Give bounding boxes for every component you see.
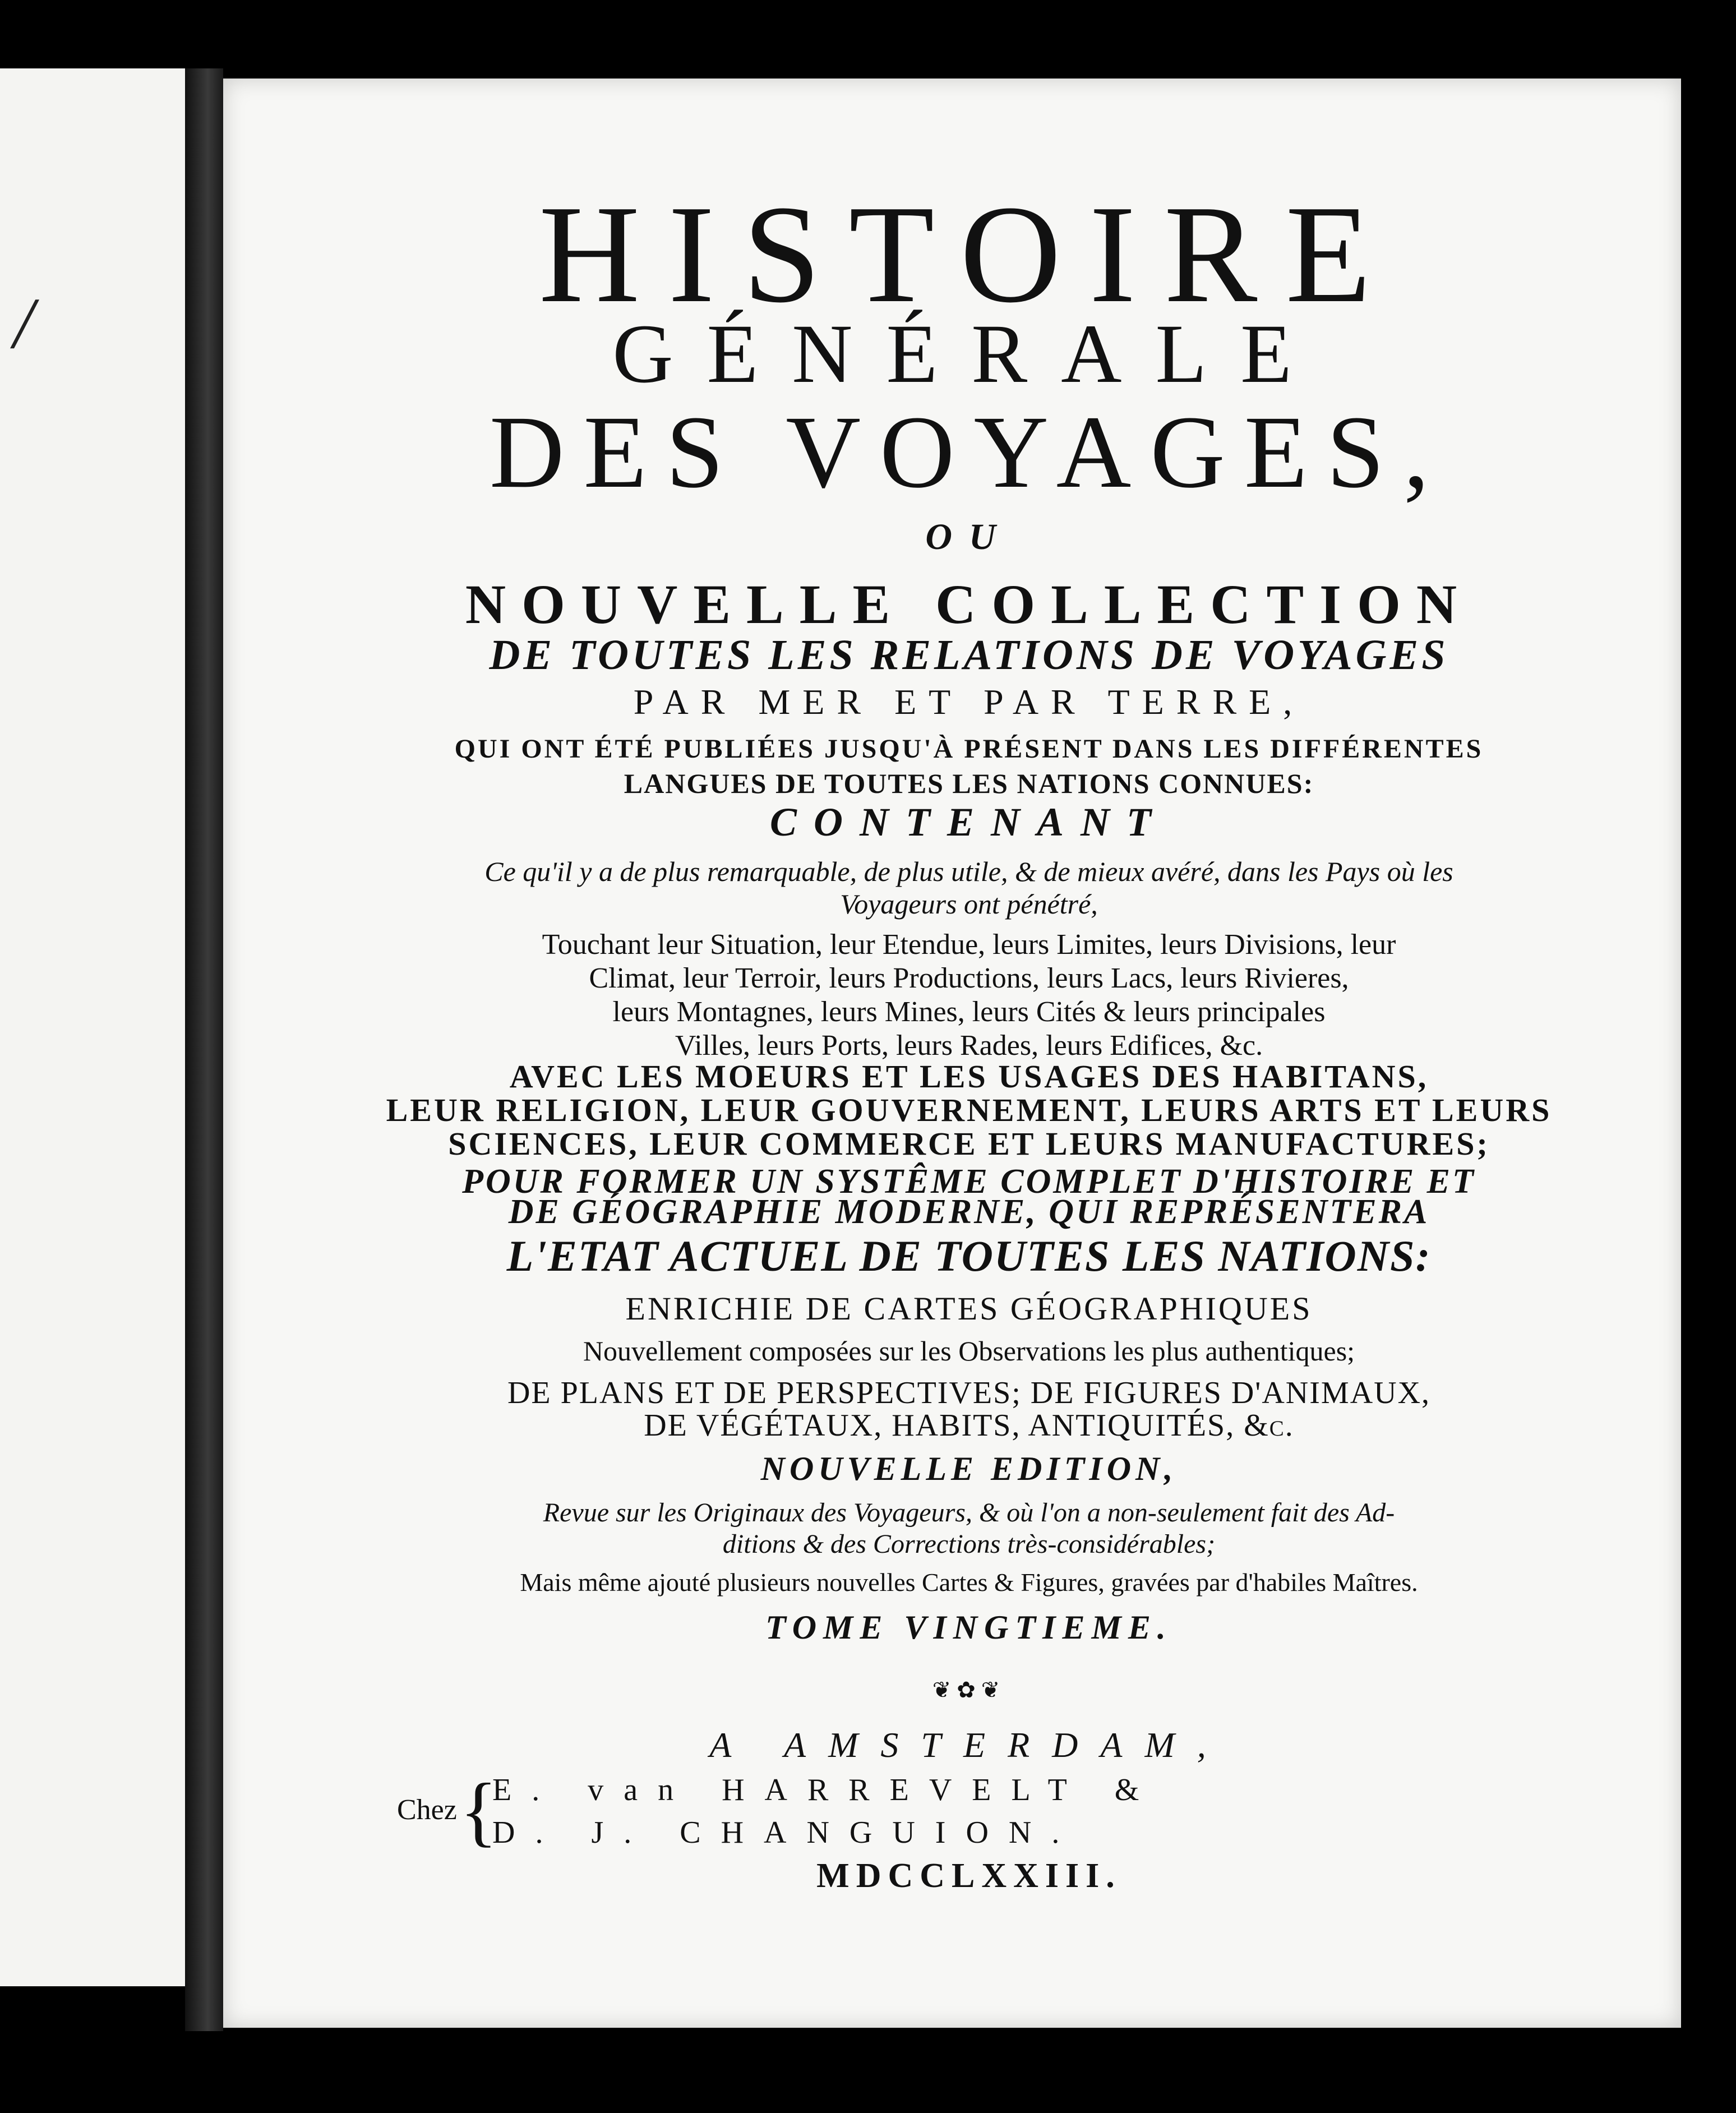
paragraph-touchant-line-2: Climat, leur Terroir, leurs Productions, leurs Lacs, leurs Rivieres, [589, 962, 1349, 994]
title-par-mer: PAR MER ET PAR TERRE, [633, 682, 1305, 722]
title-nouvelle-collection: NOUVELLE COLLECTION [465, 573, 1473, 635]
title-langues: LANGUES DE TOUTES LES NATIONS CONNUES: [624, 768, 1314, 799]
paragraph-enrichie: ENRICHIE DE CARTES GÉOGRAPHIQUES [625, 1290, 1313, 1327]
imprint-publishers [397, 1768, 1631, 1854]
ornament-icon: ❦✿❦ [932, 1677, 1006, 1703]
paragraph-moeurs-line-2: LEUR RELIGION, LEUR GOUVERNEMENT, LEURS ARTS ET LEURS [386, 1092, 1552, 1128]
title-generale: GÉNÉRALE [612, 307, 1326, 400]
title-contenant: CONTENANT [769, 800, 1168, 845]
paragraph-revue-line-2: ditions & des Corrections très-considérables; [722, 1529, 1216, 1559]
paragraph-moeurs-line-1: AVEC LES MOEURS ET LES USAGES DES HABITANS, [509, 1058, 1429, 1095]
paragraph-systeme-line-1: POUR FORMER UN SYSTÊME COMPLET D'HISTOIRE ET [462, 1162, 1476, 1201]
left-page [0, 68, 188, 1986]
paragraph-moeurs-line-3: SCIENCES, LEUR COMMERCE ET LEURS MANUFACTURES; [448, 1125, 1490, 1162]
publisher-changuion: D. J. CHANGUION. [492, 1815, 1080, 1850]
brace-icon: { [460, 1768, 498, 1854]
paragraph-moeurs [296, 1060, 1642, 1161]
printer-ornament [296, 1677, 1642, 1703]
imprint-chez: Chez [397, 1794, 457, 1826]
title-page [223, 79, 1681, 2028]
paragraph-remarquable-line-1: Ce qu'il y a de plus remarquable, de plus utile, & de mieux avéré, dans les Pays où les [484, 856, 1453, 887]
title-relations: DE TOUTES LES RELATIONS DE VOYAGES [489, 631, 1449, 679]
paragraph-systeme-line-2: DE GÉOGRAPHIE MODERNE, QUI REPRÉSENTERA [508, 1193, 1430, 1231]
paragraph-mais-meme: Mais même ajouté plusieurs nouvelles Cartes & Figures, gravées par d'habiles Maîtres. [520, 1568, 1418, 1597]
paragraph-nouvelle-edition: NOUVELLE EDITION, [760, 1450, 1178, 1487]
paragraph-revue-line-1: Revue sur les Originaux des Voyageurs, & où l'on a non-seulement fait des Ad- [543, 1498, 1395, 1528]
publisher-harrevelt: E. van HARREVELT & [492, 1773, 1160, 1807]
imprint-year: MDCCLXXIII. [816, 1857, 1121, 1895]
paragraph-remarquable [296, 855, 1642, 920]
title-histoire: HISTOIRE [538, 177, 1400, 332]
tome-number: TOME VINGTIEME. [765, 1609, 1172, 1646]
paragraph-plans-line-1: DE PLANS ET DE PERSPECTIVES; DE FIGURES D'ANIMAUX, [507, 1376, 1431, 1410]
paragraph-touchant-line-4: Villes, leurs Ports, leurs Rades, leurs Edifices, &c. [675, 1030, 1263, 1062]
title-publiees: QUI ONT ÉTÉ PUBLIÉES JUSQU'À PRÉSENT DANS LES DIFFÉRENTES [454, 734, 1484, 764]
book-spine [185, 68, 223, 2031]
paragraph-systeme [296, 1162, 1642, 1231]
paragraph-touchant-line-1: Touchant leur Situation, leur Etendue, leurs Limites, leurs Divisions, leur [542, 929, 1396, 961]
title-ou: OU [925, 516, 1013, 557]
paragraph-touchant-line-3: leurs Montagnes, leurs Mines, leurs Cités & leurs principales [612, 996, 1326, 1028]
title-des-voyages: DES VOYAGES, [489, 395, 1449, 510]
left-page-mark: / [13, 283, 34, 364]
paragraph-revue [296, 1497, 1642, 1560]
paragraph-etat-actuel: L'ETAT ACTUEL DE TOUTES LES NATIONS: [506, 1231, 1432, 1280]
paragraph-remarquable-line-2: Voyageurs ont pénétré, [840, 888, 1098, 920]
paragraph-touchant [296, 928, 1642, 1063]
paragraph-plans [296, 1377, 1642, 1442]
paragraph-nouvellement: Nouvellement composées sur les Observations les plus authentiques; [583, 1335, 1355, 1367]
imprint-city: A AMSTERDAM, [709, 1725, 1229, 1765]
paragraph-plans-line-2: DE VÉGÉTAUX, HABITS, ANTIQUITÉS, &c. [644, 1408, 1294, 1443]
